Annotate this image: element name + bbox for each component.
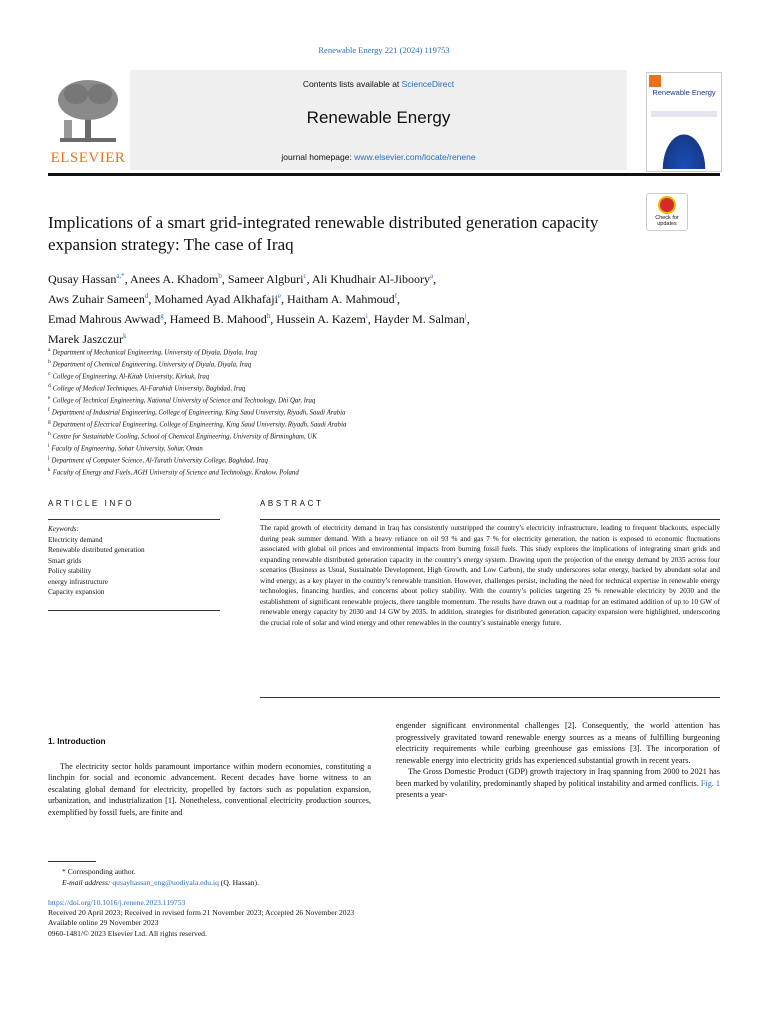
author-sep: , <box>367 312 374 326</box>
author-name[interactable]: Aws Zuhair Sameen <box>48 292 145 306</box>
author-sep: , <box>281 292 288 306</box>
affiliation-item <box>48 358 720 370</box>
keyword-item: energy infrastructure <box>48 577 108 586</box>
article-metadata <box>48 898 720 939</box>
cover-logo-icon <box>649 75 661 87</box>
email-label: E-mail address: <box>62 878 113 887</box>
affiliation-text: Department of Electrical Engineering, College of Engineering, King Saud University, Riyadh, Saudi Arabia <box>52 421 347 429</box>
check-for-updates-badge[interactable] <box>646 193 688 231</box>
author-name[interactable]: Hameed B. Mahood <box>169 312 267 326</box>
keyword-item: Electricity demand <box>48 535 103 544</box>
affiliation-item <box>48 370 720 382</box>
affiliation-item <box>48 418 720 430</box>
author-email-link[interactable]: qusayhassan_eng@uodiyala.edu.iq <box>112 878 219 887</box>
author-sep: , <box>148 292 155 306</box>
cover-globe-image <box>657 125 711 169</box>
affiliation-key: a <box>48 347 51 353</box>
author-name[interactable]: Hussein A. Kazem <box>276 312 366 326</box>
body-paragraph: The electricity sector holds paramount importance within modern economies, constituting a linchpin for social and economic advancement. Recent decades have borne witness to an escalating global demand for electricity, propelled by factors such as population expansion, urbanization, and industrialization [1]. Nonetheless, conventional electricity production sources, exemplified by fossil fuels, are finite and <box>48 761 371 817</box>
author-name[interactable]: Marek Jaszczur <box>48 332 123 346</box>
contents-prefix: Contents lists available at <box>302 79 402 89</box>
article-info-divider <box>48 519 220 520</box>
cover-title: Renewable Energy <box>652 88 716 97</box>
author-sep: , <box>221 272 228 286</box>
check-updates-icon <box>658 196 676 214</box>
footnotes <box>48 866 720 888</box>
doi-link[interactable]: https://doi.org/10.1016/j.renene.2023.119753 <box>48 898 186 907</box>
affiliation-key: i <box>48 442 50 449</box>
author-name[interactable]: Qusay Hassan <box>48 272 117 286</box>
author-name[interactable]: Emad Mahrous Awwad <box>48 312 161 326</box>
author-aff[interactable]: d <box>144 292 149 300</box>
keywords-label: Keywords: <box>48 525 79 533</box>
author-sep: , <box>306 272 312 286</box>
affiliation-item <box>48 466 720 478</box>
keyword-item: Capacity expansion <box>48 588 105 596</box>
affiliation-text: Faculty of Engineering, Sohar University, Sohar, Oman <box>51 445 203 453</box>
author-aff[interactable]: e <box>277 292 282 300</box>
affiliation-key: h <box>48 430 51 437</box>
paragraph-text: The Gross Domestic Product (GDP) growth trajectory in Iraq spanning from 2000 to 2021 has been marked by volatility, predominantly shaped by political instability and armed conflicts. <box>396 767 720 788</box>
keywords-block <box>48 524 220 598</box>
footnote-divider <box>48 861 96 862</box>
abstract-bottom-divider <box>260 697 720 698</box>
paragraph-text: presents a year- <box>396 790 448 799</box>
author-aff[interactable]: k <box>122 332 127 340</box>
abstract-heading: ABSTRACT <box>260 499 324 508</box>
author-aff[interactable]: a,* <box>116 272 125 280</box>
sciencedirect-link[interactable]: ScienceDirect <box>401 79 455 89</box>
author-aff[interactable]: b <box>218 272 222 280</box>
affiliation-key: j <box>48 454 50 461</box>
affiliation-item <box>48 454 720 466</box>
homepage-line <box>130 152 627 162</box>
author-list <box>48 268 720 348</box>
author-aff[interactable]: j <box>464 312 467 320</box>
body-paragraph <box>396 766 720 801</box>
keyword-item: Renewable distributed generation <box>48 546 145 554</box>
corresponding-author-note: * Corresponding author. <box>62 867 136 876</box>
affiliation-key: g <box>48 418 51 425</box>
author-name[interactable]: Hayder M. Salman <box>373 312 465 326</box>
affiliation-item <box>48 394 720 406</box>
author-sep: , <box>270 312 277 326</box>
author-sep: , <box>433 272 437 286</box>
affiliation-item <box>48 382 720 394</box>
affiliation-text: Department of Chemical Engineering, University of Diyala, Diyala, Iraq <box>52 361 252 369</box>
author-sep: , <box>466 312 470 326</box>
affiliation-item <box>48 406 720 418</box>
affiliation-key: d <box>48 382 51 389</box>
author-name[interactable]: Anees A. Khadom <box>130 272 219 286</box>
affiliation-item <box>48 346 720 358</box>
affiliation-item <box>48 430 720 442</box>
author-name[interactable]: Mohamed Ayad Alkhafaji <box>154 292 278 306</box>
author-aff[interactable]: h <box>266 312 271 320</box>
body-paragraph: engender significant environmental challenges [2]. Consequently, the world attention has progressively gravitated toward renewable energy sources as a means of fulfilling burgeoning electricity requirements while curbing greenhouse gas emissions [3]. The incorporation of renewable energy into electricity grids has experienced substantial growth in recent years. <box>396 721 720 765</box>
author-name[interactable]: Ali Khudhair Al-Jiboory <box>311 272 430 286</box>
body-left-column <box>48 720 371 818</box>
homepage-prefix: journal homepage: <box>281 152 355 162</box>
author-aff[interactable]: i <box>365 312 368 320</box>
affiliation-text: Centre for Sustainable Cooling, School of Chemical Engineering, University of Birmingham, UK <box>52 433 317 441</box>
journal-header <box>48 70 720 172</box>
affiliation-text: College of Technical Engineering, National University of Science and Technology, Dhi Qar, Iraq <box>52 397 316 405</box>
affiliation-key: b <box>48 358 51 365</box>
affiliation-text: Department of Industrial Engineering, College of Engineering, King Saud University, Riyadh, Saudi Arabia <box>51 409 346 417</box>
contents-line <box>130 79 627 89</box>
keyword-item: Smart grids <box>48 556 82 565</box>
received-dates: Received 20 April 2023; Received in revised form 21 November 2023; Accepted 26 November 2023 <box>48 908 355 918</box>
elsevier-tree-icon <box>52 76 124 146</box>
abstract-text: The rapid growth of electricity demand in Iraq has consistently outstripped the country’s electricity infrastructure, leading to frequent blackouts, especially during peak summer demand. With a heavy reliance on oil 93 % and gas 7 % for electricity generation, the nation is exposed to economic fluctuations associated with global oil prices and environmental impacts from burning fossil fuels. This study explores the implications of integrating smart grids and expanding renewable distributed generation capacity in the country’s energy system. Drawing upon the projection of the energy demand by 2035 across four scenarios (Business as Usual, Sustainable Development, High Growth, and Low Carbon), the study underscores solar energy, backed by abundant solar and wind energy, as a key player in the country’s renewable transition. However, challenges persist, including the need for technical expertise in renewable energy technologies, financing hurdles, and concerns about policy stability. With the country’s policies targeting 25 % renewable electricity by 2030 and the establishment of significant renewable projects, there tangible momentum. The results have drawn out a roadmap for an estimated addition of up to 10 GW of renewable energy capacity by 2030 and 14 GW by 2035. In addition, strategies for distributed generation capacity expansion were highlighted, underscoring the crucial role of solar and wind energy and other renewables in the country’s sustainable energy future. <box>260 524 720 627</box>
author-aff[interactable]: f <box>394 292 398 300</box>
affiliation-text: College of Medical Techniques, Al-Farahidi University, Baghdad, Iraq <box>52 385 246 393</box>
email-note <box>48 877 720 888</box>
section-title-introduction: 1. Introduction <box>48 736 106 746</box>
affiliation-text: Faculty of Energy and Fuels, AGH University of Science and Technology, Krakow, Poland <box>52 468 299 476</box>
journal-citation[interactable]: Renewable Energy 221 (2024) 119753 <box>318 45 450 55</box>
affiliation-key: k <box>48 466 51 473</box>
article-info-heading: ARTICLE INFO <box>48 499 135 508</box>
affiliation-text: Department of Computer Science, Al-Turath University College, Baghdad, Iraq <box>51 456 268 464</box>
affiliation-list <box>48 346 720 478</box>
abstract-divider <box>260 519 720 520</box>
affiliation-item <box>48 442 720 454</box>
check-updates-label: Check for updates <box>655 215 679 227</box>
elsevier-logo[interactable] <box>48 76 126 166</box>
figure-1-link[interactable]: Fig. 1 <box>700 778 720 788</box>
author-aff[interactable]: a <box>429 272 434 280</box>
affiliation-text: Department of Mechanical Engineering, University of Diyala, Diyala, Iraq <box>52 349 257 357</box>
author-name[interactable]: Haitham A. Mahmoud <box>287 292 395 306</box>
author-name[interactable]: Sameer Algburi <box>227 272 304 286</box>
available-online-date: Available online 29 November 2023 <box>48 918 159 928</box>
author-aff[interactable]: g <box>160 312 164 320</box>
body-right-column <box>396 720 720 801</box>
copyright-notice: 0960-1481/© 2023 Elsevier Ltd. All rights reserved. <box>48 928 207 938</box>
paper-title: Implications of a smart grid-integrated renewable distributed generation capacity expansion strategy: The case of Iraq <box>48 213 599 254</box>
author-sep: , <box>397 292 401 306</box>
affiliation-text: College of Engineering, Al-Kitab University, Kirkuk, Iraq <box>52 373 210 381</box>
affiliation-key: f <box>48 406 50 413</box>
journal-homepage-link[interactable]: www.elsevier.com/locate/renene <box>354 152 476 162</box>
email-suffix: (Q. Hassan). <box>218 878 259 887</box>
journal-cover-thumbnail[interactable] <box>646 72 722 172</box>
author-sep: , <box>124 272 131 286</box>
keyword-item: Policy stability <box>48 567 92 575</box>
article-info-bottom-divider <box>48 610 220 611</box>
affiliation-key: e <box>48 394 51 401</box>
elsevier-wordmark: ELSEVIER <box>50 150 126 166</box>
affiliation-key: c <box>48 370 51 377</box>
journal-title[interactable]: Renewable Energy <box>306 108 451 127</box>
header-divider <box>48 173 720 176</box>
author-aff[interactable]: c <box>303 272 307 280</box>
header-center-panel <box>130 70 627 170</box>
author-sep: , <box>163 312 170 326</box>
cover-subtitle-bar <box>651 111 717 117</box>
